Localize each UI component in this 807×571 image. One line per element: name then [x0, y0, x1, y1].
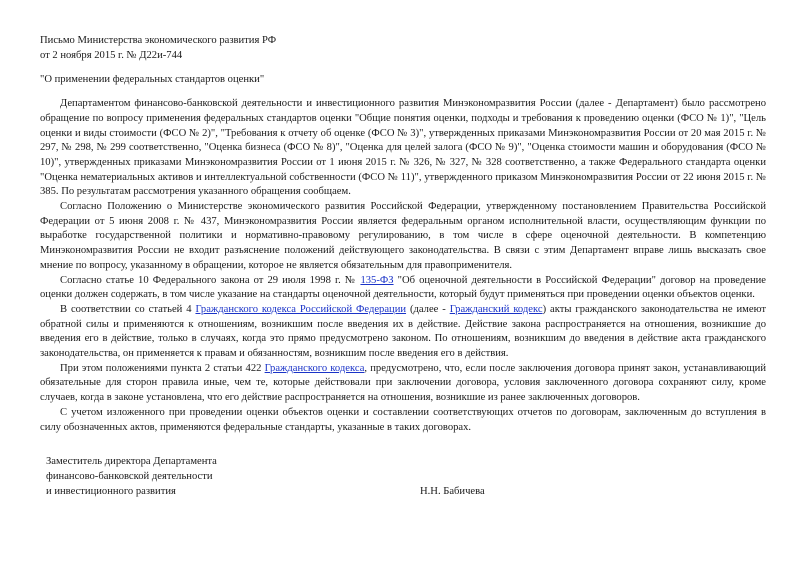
document-header [40, 34, 766, 63]
paragraph-5-text-b: , предусмотрено, что, если после заключения договора принят закон, устанавливающий обязательные для сторон правила иные, чем те, которые действовали при заключении договора, условия заключенного договора сохраняют силу, кроме случаев, когда в законе установлена, что его действие распространяется на отношения, возникшие из ранее заключенных договоров. [40, 362, 766, 404]
paragraph-3-text-a: Согласно статье 10 Федерального закона от 29 июля 1998 г. № [60, 274, 361, 286]
signatory-name: Н.Н. Бабичева [420, 485, 485, 497]
signatory-position-line-2: финансово-банковской деятельности [46, 470, 213, 482]
document-page [40, 34, 766, 499]
letter-date-number: от 2 ноября 2015 г. № Д22и-744 [40, 49, 183, 61]
letter-subject: "О применении федеральных стандартов оценки" [40, 74, 265, 86]
paragraph-4-text-c: ) акты гражданского законодательства не имеют обратной силы и применяются к отношениям, возникшим после введения их в действие. Действие закона распространяется на отношения, возникшие до введения его в действие, только в случаях, когда это прямо предусмотрено законом. По отношениям, возникшим до введения в действие акта гражданского законодательства, он применяется к правам и обязанностям, возникшим после введения его в действия. [40, 303, 766, 360]
signatory-position-line-3: и инвестиционного развития [46, 485, 176, 497]
civil-code-rf-link[interactable]: Гражданского кодекса Российской Федерации [195, 303, 407, 315]
law-135-fz-link[interactable]: 135-ФЗ [360, 274, 394, 286]
signatory-position-line-1: Заместитель директора Департамента [46, 456, 217, 468]
paragraph-3 [40, 274, 766, 303]
paragraph-5 [40, 362, 766, 406]
signature-block [40, 455, 766, 499]
letter-title: Письмо Министерства экономического развития РФ [40, 35, 277, 46]
paragraph-4 [40, 303, 766, 362]
paragraph-4-text-b: (далее - [406, 303, 450, 315]
signatory-position [46, 455, 217, 499]
paragraph-4-text-a: В соответствии со статьей 4 [60, 303, 196, 315]
paragraph-3-text-b: "Об оценочной деятельности в Российской Федерации" договор на проведение оценки должен содержать, в том числе указание на стандарты оценочной деятельности, который будут применяться при проведении оценки объектов оценки. [40, 274, 766, 301]
letter-body [40, 97, 766, 435]
paragraph-1: Департаментом финансово-банковской деятельности и инвестиционного развития Минэкономразвития России (далее - Департамент) было рассмотрено обращение по вопросу применения федеральных стандартов оценки "Общие понятия оценки, подходы и требования к проведению оценки (ФСО № 1)", "Цель оценки и виды стоимости (ФСО № 2)", "Требования к отчету об оценке (ФСО № 3)", утвержденных приказами Минэкономразвития России от 20 мая 2015 г. № 297, № 298, № 299 соответственно, "Оценка бизнеса (ФСО № 8)", "Оценка для целей залога (ФСО № 9)", "Оценка стоимости машин и оборудования (ФСО № 10)", утвержденных приказами Минэкономразвития России от 1 июня 2015 г. № 326, № 327, № 328 соответственно, а также Федерального стандарта оценки "Оценка нематериальных активов и интеллектуальной собственности (ФСО № 11)", утвержденного приказом Минэкономразвития России от 22 июня 2015 г. № 385. По результатам рассмотрения указанного обращения сообщаем. [40, 98, 766, 198]
civil-code-article-422-link[interactable]: Гражданского кодекса [264, 362, 365, 374]
paragraph-2: Согласно Положению о Министерстве экономического развития Российской Федерации, утвержденному постановлением Правительства Российской Федерации от 5 июня 2008 г. № 437, Минэкономразвития России является федеральным органом исполнительной власти, осуществляющим функции по выработке государственной политики и нормативно-правовому регулированию, в том числе в сфере оценочной деятельности. В компетенцию Минэкономразвития России не входит разъяснение положений действующего законодательства. В связи с этим Департамент вправе лишь высказать свое мнение по вопросу, указанному в обращении, которое не является обязательным для правоприменителя. [40, 201, 766, 271]
civil-code-link[interactable]: Гражданский кодекс [449, 303, 543, 315]
paragraph-5-text-a: При этом положениями пункта 2 статьи 422 [60, 362, 265, 374]
paragraph-6: С учетом изложенного при проведении оценки объектов оценки и составлении соответствующих отчетов по договорам, заключенным до вступления в силу обозначенных актов, применяются федеральные стандарты, указанные в таких договорах. [40, 406, 766, 433]
